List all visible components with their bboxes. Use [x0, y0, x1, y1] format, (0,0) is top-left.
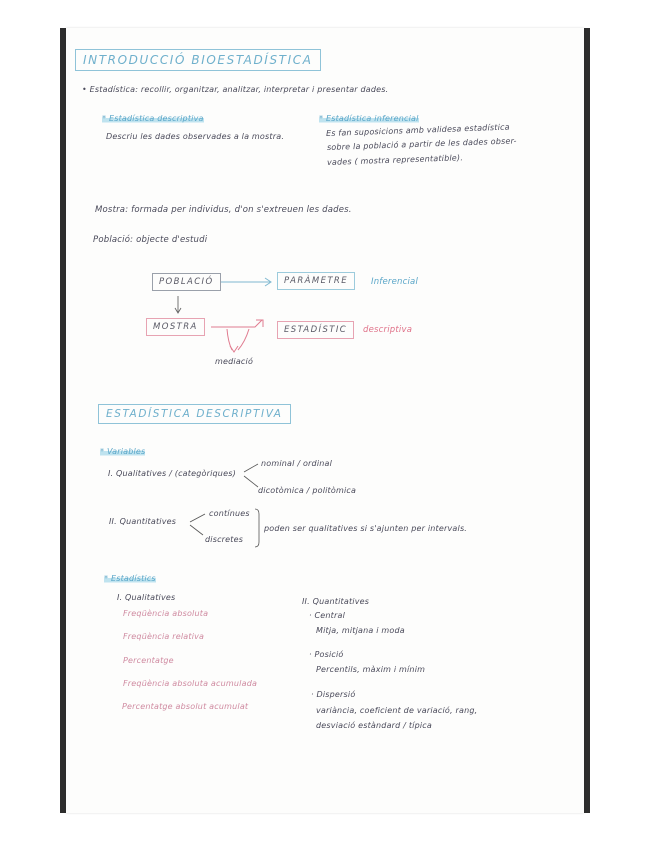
variables-heading: * Variables: [100, 447, 146, 456]
inferencial-heading: * Estadística inferencial: [319, 114, 419, 123]
inferencial-line-1: Es fan suposicions amb validesa estadística: [325, 122, 510, 138]
inferencial-line-3: vades ( mostra representatible).: [326, 153, 464, 167]
nominal-ordinal: nominal / ordinal: [261, 459, 333, 468]
estadistics-quantitatives-label: II. Quantitatives: [302, 597, 370, 606]
central-label: · Central: [309, 611, 346, 620]
title-estadistica-descriptiva: ESTADÍSTICA DESCRIPTIVA: [98, 404, 291, 424]
continues-label: contínues: [209, 509, 250, 518]
stat-freq-relativa: Freqüència relativa: [123, 632, 205, 641]
poblacio-box: POBLACIÓ: [152, 273, 221, 291]
dispersio-text-1: variància, coeficient de variació, rang,: [316, 706, 478, 715]
mediacio-label: mediació: [215, 357, 254, 366]
discretes-label: discretes: [205, 535, 244, 544]
quantitatives-label: II. Quantitatives: [109, 517, 177, 526]
intro-definition: • Estadística: recollir, organitzar, analitzar, interpretar i presentar dades.: [82, 85, 389, 94]
dicotomica-politomica: dicotòmica / politòmica: [258, 486, 357, 495]
estadistic-box: ESTADÍSTIC: [277, 321, 354, 339]
estadistics-qualitatives-label: I. Qualitatives: [117, 593, 176, 602]
intervals-note: poden ser qualitatives si s'ajunten per intervals.: [264, 524, 468, 533]
stat-perc-abs-acumulat: Percentatge absolut acumulat: [122, 702, 249, 711]
mostra-box: MOSTRA: [146, 318, 205, 336]
central-text: Mitja, mitjana i moda: [316, 626, 405, 635]
qualitatives-label: I. Qualitatives / (categòriques): [108, 469, 236, 478]
title-intro-bioestadistica: INTRODUCCIÓ BIOESTADÍSTICA: [75, 49, 321, 71]
dispersio-text-2: desviació estàndard / típica: [316, 721, 432, 730]
inferencial-label: Inferencial: [371, 277, 419, 287]
estadistics-heading: * Estadístics: [104, 574, 156, 583]
parametre-box: PARÀMETRE: [277, 272, 355, 290]
descriptiva-heading: * Estadística descriptiva: [102, 114, 204, 123]
stat-freq-absoluta: Freqüència absoluta: [123, 609, 209, 618]
posicio-label: · Posició: [309, 650, 344, 659]
descriptiva-text: Descriu les dades observades a la mostra.: [106, 132, 285, 141]
mostra-definition: Mostra: formada per individus, d'on s'extreuen les dades.: [95, 205, 352, 215]
dispersio-label: · Dispersió: [311, 690, 356, 699]
inferencial-line-2: sobre la població a partir de les dades obser-: [326, 136, 517, 152]
posicio-text: Percentils, màxim i mínim: [316, 665, 426, 674]
poblacio-definition: Població: objecte d'estudi: [93, 235, 208, 245]
stat-percentatge: Percentatge: [123, 656, 174, 665]
descriptiva-label: descriptiva: [363, 325, 413, 335]
stat-freq-abs-acumulada: Freqüència absoluta acumulada: [123, 679, 258, 688]
